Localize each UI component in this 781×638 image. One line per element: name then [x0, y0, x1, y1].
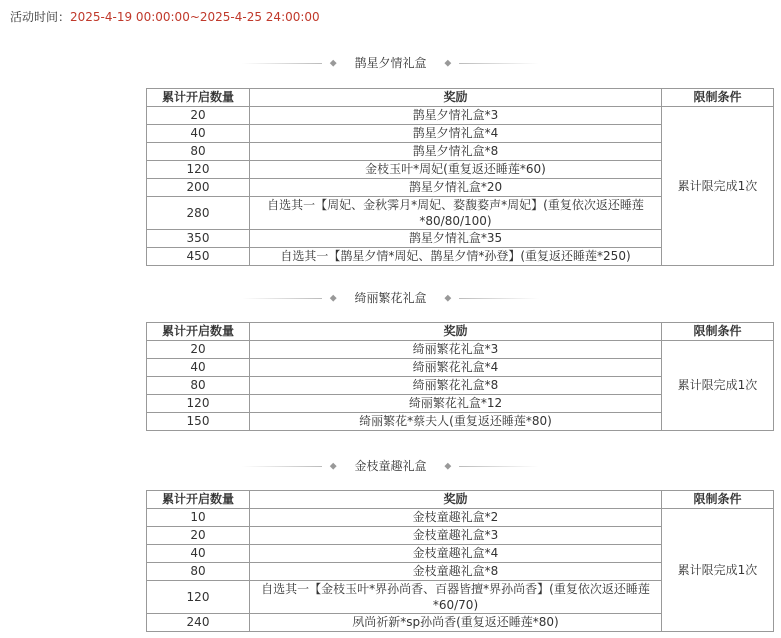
- count-cell: 80: [147, 563, 250, 581]
- header-count: 累计开启数量: [147, 491, 250, 509]
- divider-left: [242, 298, 322, 299]
- header-reward: 奖励: [250, 89, 662, 107]
- reward-cell: 鹊星夕情礼盒*20: [250, 179, 662, 197]
- count-cell: 240: [147, 614, 250, 632]
- reward-cell: 金枝童趣礼盒*4: [250, 545, 662, 563]
- section-title-2: [0, 289, 781, 306]
- divider-right: [459, 63, 539, 64]
- count-cell: 40: [147, 545, 250, 563]
- header-limit: 限制条件: [662, 89, 774, 107]
- reward-cell: 自选其一【金枝玉叶*界孙尚香、百器皆擅*界孙尚香】(重复依次返还睡莲*60/70): [250, 581, 662, 614]
- count-cell: 80: [147, 143, 250, 161]
- limit-cell: 累计限完成1次: [662, 509, 774, 632]
- count-cell: 120: [147, 581, 250, 614]
- diamond-icon: ◆: [444, 461, 452, 472]
- reward-cell: 金枝玉叶*周妃(重复返还睡莲*60): [250, 161, 662, 179]
- reward-cell: 鹊星夕情礼盒*4: [250, 125, 662, 143]
- reward-cell: 自选其一【周妃、金秋霁月*周妃、婺馥婺声*周妃】(重复依次返还睡莲*80/80/100): [250, 197, 662, 230]
- reward-cell: 夙尚祈新*sp孙尚香(重复返还睡莲*80): [250, 614, 662, 632]
- reward-table-1: [146, 88, 774, 266]
- count-cell: 20: [147, 341, 250, 359]
- reward-cell: 绮丽繁花礼盒*4: [250, 359, 662, 377]
- table-row: [147, 341, 774, 359]
- header-count: 累计开启数量: [147, 89, 250, 107]
- count-cell: 150: [147, 413, 250, 431]
- table-row: [147, 107, 774, 125]
- header-limit: 限制条件: [662, 323, 774, 341]
- diamond-icon: ◆: [329, 461, 337, 472]
- count-cell: 120: [147, 395, 250, 413]
- section-title-text: 金枝童趣礼盒: [354, 459, 427, 473]
- table-header-row: [147, 323, 774, 341]
- activity-time: [10, 8, 320, 25]
- divider-left: [242, 63, 322, 64]
- header-reward: 奖励: [250, 323, 662, 341]
- reward-cell: 绮丽繁花礼盒*3: [250, 341, 662, 359]
- reward-cell: 自选其一【鹊星夕情*周妃、鹊星夕情*孙登】(重复返还睡莲*250): [250, 248, 662, 266]
- table-header-row: [147, 491, 774, 509]
- header-count: 累计开启数量: [147, 323, 250, 341]
- count-cell: 350: [147, 230, 250, 248]
- count-cell: 280: [147, 197, 250, 230]
- count-cell: 80: [147, 377, 250, 395]
- reward-cell: 金枝童趣礼盒*2: [250, 509, 662, 527]
- section-title-text: 绮丽繁花礼盒: [354, 291, 427, 305]
- diamond-icon: ◆: [329, 293, 337, 304]
- table-row: [147, 509, 774, 527]
- reward-cell: 绮丽繁花礼盒*8: [250, 377, 662, 395]
- count-cell: 40: [147, 125, 250, 143]
- reward-cell: 鹊星夕情礼盒*35: [250, 230, 662, 248]
- activity-time-label: 活动时间：: [10, 10, 71, 24]
- table-header-row: [147, 89, 774, 107]
- diamond-icon: ◆: [444, 58, 452, 69]
- count-cell: 450: [147, 248, 250, 266]
- reward-cell: 金枝童趣礼盒*8: [250, 563, 662, 581]
- reward-table-3: [146, 490, 774, 632]
- section-title-1: [0, 54, 781, 71]
- reward-cell: 鹊星夕情礼盒*3: [250, 107, 662, 125]
- reward-cell: 金枝童趣礼盒*3: [250, 527, 662, 545]
- limit-cell: 累计限完成1次: [662, 341, 774, 431]
- activity-time-value: 2025-4-19 00:00:00~2025-4-25 24:00:00: [70, 10, 320, 24]
- section-title-text: 鹊星夕情礼盒: [354, 56, 427, 70]
- limit-cell: 累计限完成1次: [662, 107, 774, 266]
- count-cell: 40: [147, 359, 250, 377]
- reward-table-2: [146, 322, 774, 431]
- divider-right: [459, 298, 539, 299]
- reward-cell: 绮丽繁花*蔡夫人(重复返还睡莲*80): [250, 413, 662, 431]
- header-limit: 限制条件: [662, 491, 774, 509]
- reward-cell: 绮丽繁花礼盒*12: [250, 395, 662, 413]
- diamond-icon: ◆: [329, 58, 337, 69]
- count-cell: 10: [147, 509, 250, 527]
- divider-right: [459, 466, 539, 467]
- section-title-3: [0, 457, 781, 474]
- header-reward: 奖励: [250, 491, 662, 509]
- count-cell: 20: [147, 527, 250, 545]
- reward-cell: 鹊星夕情礼盒*8: [250, 143, 662, 161]
- count-cell: 120: [147, 161, 250, 179]
- count-cell: 20: [147, 107, 250, 125]
- divider-left: [242, 466, 322, 467]
- diamond-icon: ◆: [444, 293, 452, 304]
- count-cell: 200: [147, 179, 250, 197]
